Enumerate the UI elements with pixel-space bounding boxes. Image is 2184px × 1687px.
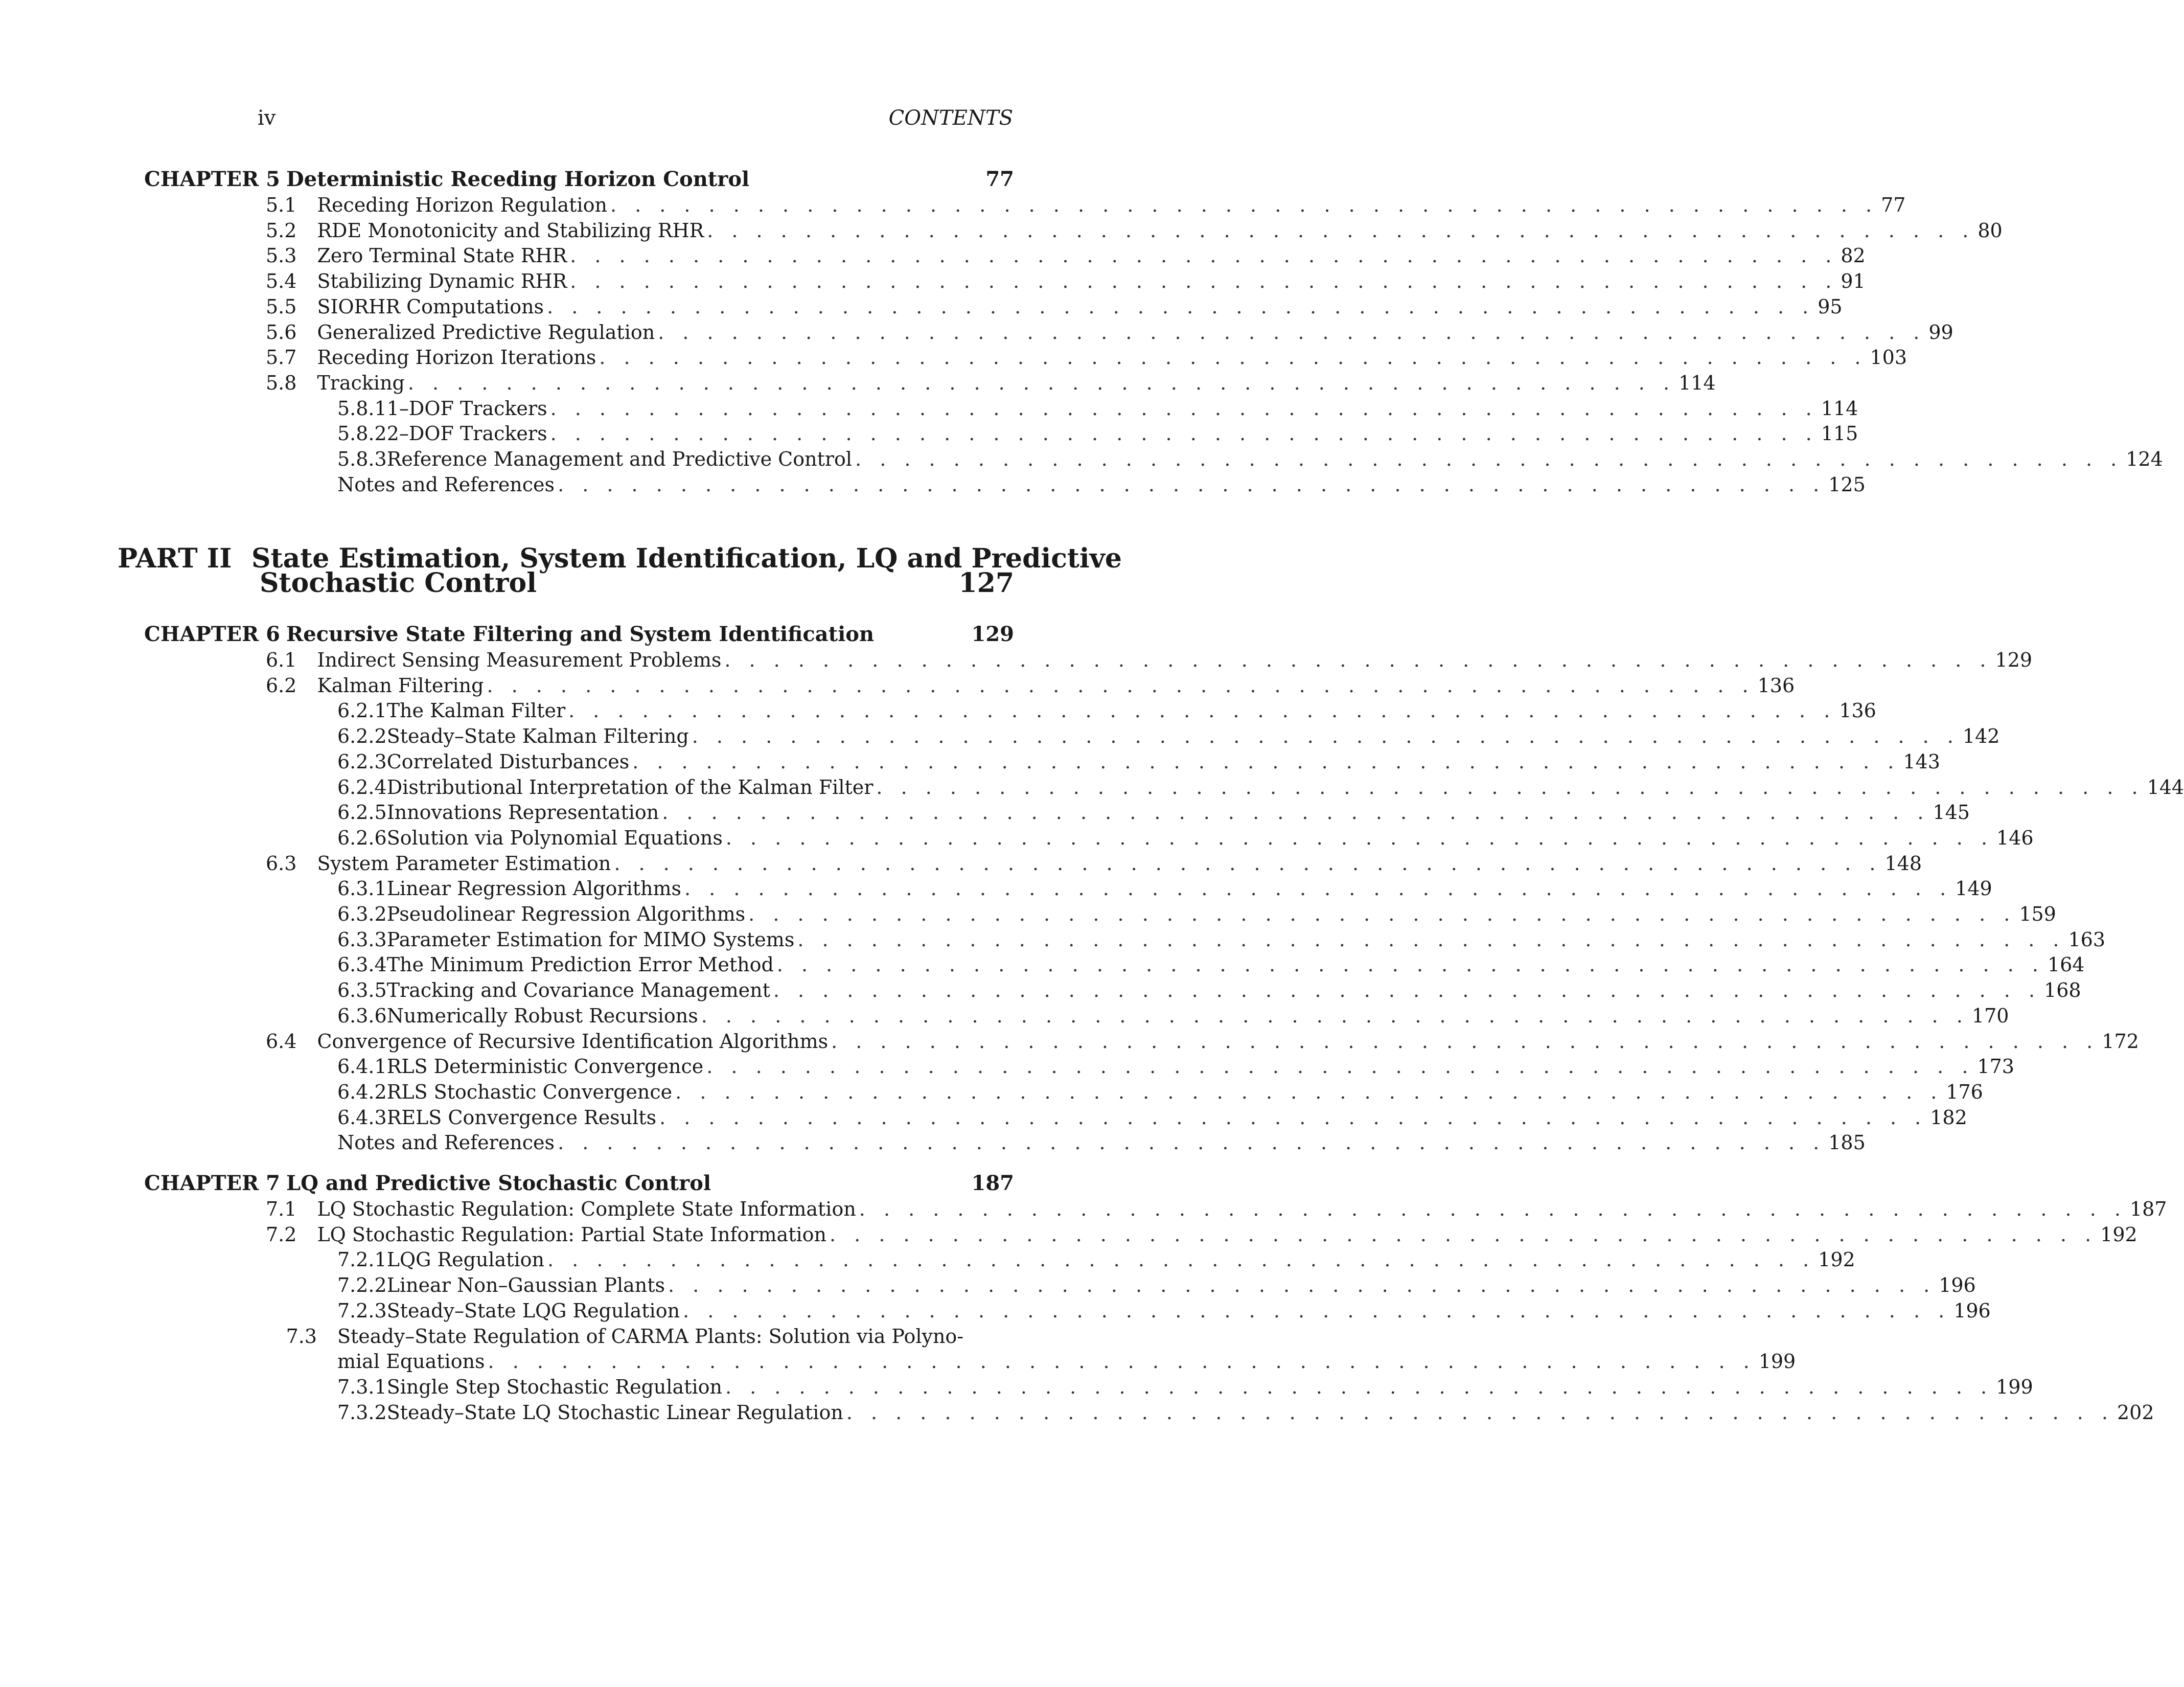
toc-section[interactable] — [266, 218, 2003, 243]
entry-number: 5.1 — [266, 194, 297, 216]
entry-title: Tracking and Covariance Management — [386, 979, 770, 1002]
dot-leader: . . . . . . . . . . . . . . . . . . . . . . . . . . . . . . . . . . . . . . . . . . . . . . . . . . . . — [488, 1350, 1756, 1373]
entry-title: Linear Non–Gaussian Plants — [386, 1274, 665, 1297]
entry-page: 149 — [1955, 877, 1992, 900]
entry-page: 176 — [1946, 1080, 1983, 1103]
entry-page: 202 — [2117, 1401, 2154, 1424]
chapter-page: 129 — [971, 622, 1014, 646]
dot-leader: . . . . . . . . . . . . . . . . . . . . . . . . . . . . . . . . . . . . . . . . . . . . . . . . . . . . — [725, 826, 1994, 849]
entry-title: RLS Stochastic Convergence — [386, 1080, 673, 1103]
entry-title: Receding Horizon Iterations — [317, 346, 596, 369]
chapter-heading[interactable] — [138, 167, 1014, 192]
toc-subsection[interactable] — [337, 698, 1876, 723]
toc-section[interactable] — [266, 345, 1907, 370]
dot-leader: . . . . . . . . . . . . . . . . . . . . . . . . . . . . . . . . . . . . . . . . . . . . . . . . . . . . — [797, 928, 2065, 951]
dot-leader: . . . . . . . . . . . . . . . . . . . . . . . . . . . . . . . . . . . . . . . . . . . . . . . . . . . . — [707, 219, 1975, 242]
entry-page: 192 — [2100, 1223, 2137, 1246]
toc-subsection[interactable] — [337, 446, 2163, 472]
toc-subsection[interactable] — [337, 1247, 1855, 1272]
entry-number: 6.2.6 — [337, 826, 387, 849]
dot-leader: . . . . . . . . . . . . . . . . . . . . . . . . . . . . . . . . . . . . . . . . . . . . . . . . . . . . — [610, 194, 1878, 216]
page-number: iv — [258, 106, 276, 130]
entry-page: 91 — [1841, 270, 1866, 293]
entry-page: 187 — [2129, 1198, 2167, 1220]
entry-page: 164 — [2047, 953, 2085, 976]
part-title-line2: Stochastic Control — [260, 567, 537, 599]
toc-section[interactable] — [266, 1029, 2139, 1054]
dot-leader: . . . . . . . . . . . . . . . . . . . . . . . . . . . . . . . . . . . . . . . . . . . . . . . . . . . . — [724, 649, 1992, 671]
dot-leader: . . . . . . . . . . . . . . . . . . . . . . . . . . . . . . . . . . . . . . . . . . . . . . . . . . . . — [683, 1299, 1951, 1322]
dot-leader: . . . . . . . . . . . . . . . . . . . . . . . . . . . . . . . . . . . . . . . . . . . . . . . . . . . . — [550, 422, 1818, 445]
toc-subsection[interactable] — [337, 749, 1940, 774]
chapter-title: LQ and Predictive Stochastic Control — [286, 1171, 711, 1195]
entry-title: Correlated Disturbances — [386, 750, 630, 773]
entry-title: Solution via Polynomial Equations — [386, 826, 723, 849]
entry-page: 125 — [1828, 473, 1866, 496]
entry-number: 5.4 — [266, 270, 297, 293]
toc-section[interactable] — [266, 370, 1716, 396]
chapter-label: CHAPTER 7 — [144, 1171, 280, 1195]
toc-subsection[interactable] — [337, 927, 2106, 952]
toc-subsection[interactable] — [337, 421, 1858, 446]
entry-number: 5.3 — [266, 244, 297, 267]
toc-subsection[interactable] — [337, 977, 2081, 1003]
dot-leader: . . . . . . . . . . . . . . . . . . . . . . . . . . . . . . . . . . . . . . . . . . . . . . . . . . . . — [776, 953, 2044, 976]
entry-title: Single Step Stochastic Regulation — [386, 1375, 722, 1398]
chapter-label: CHAPTER 5 — [144, 167, 280, 191]
dot-leader: . . . . . . . . . . . . . . . . . . . . . . . . . . . . . . . . . . . . . . . . . . . . . . . . . . . . — [558, 1131, 1826, 1154]
dot-leader: . . . . . . . . . . . . . . . . . . . . . . . . . . . . . . . . . . . . . . . . . . . . . . . . . . . . — [748, 903, 2016, 925]
entry-number: 5.8.2 — [337, 422, 387, 445]
chapter-title: Recursive State Filtering and System Identification — [286, 622, 875, 646]
entry-number: 6.3.3 — [337, 928, 387, 951]
dot-leader: . . . . . . . . . . . . . . . . . . . . . . . . . . . . . . . . . . . . . . . . . . . . . . . . . . . . — [547, 1248, 1815, 1271]
toc-subsection[interactable] — [337, 1400, 2154, 1425]
part-title-line1: State Estimation, System Identification, LQ and Predictive — [251, 543, 1122, 574]
dot-leader: . . . . . . . . . . . . . . . . . . . . . . . . . . . . . . . . . . . . . . . . . . . . . . . . . . . . — [684, 877, 1952, 900]
chapter-label: CHAPTER 6 — [144, 622, 280, 646]
dot-leader: . . . . . . . . . . . . . . . . . . . . . . . . . . . . . . . . . . . . . . . . . . . . . . . . . . . . — [487, 674, 1755, 697]
dot-leader: . . . . . . . . . . . . . . . . . . . . . . . . . . . . . . . . . . . . . . . . . . . . . . . . . . . . — [614, 852, 1882, 875]
entry-number: 6.4.1 — [337, 1055, 387, 1078]
toc-section[interactable] — [266, 673, 1795, 698]
entry-title: RDE Monotonicity and Stabilizing RHR — [317, 219, 704, 242]
entry-page: 142 — [1962, 725, 2000, 748]
dot-leader: . . . . . . . . . . . . . . . . . . . . . . . . . . . . . . . . . . . . . . . . . . . . . . . . . . . . — [550, 397, 1818, 420]
entry-number: 5.2 — [266, 219, 297, 242]
dot-leader: . . . . . . . . . . . . . . . . . . . . . . . . . . . . . . . . . . . . . . . . . . . . . . . . . . . . — [831, 1030, 2099, 1053]
entry-page: 172 — [2102, 1030, 2139, 1053]
dot-leader: . . . . . . . . . . . . . . . . . . . . . . . . . . . . . . . . . . . . . . . . . . . . . . . . . . . . — [706, 1055, 1974, 1078]
toc-subsection[interactable] — [337, 1272, 1976, 1298]
entry-title: Notes and References — [337, 1131, 555, 1154]
entry-title: Distributional Interpretation of the Kalman Filter — [386, 776, 873, 799]
entry-page: 182 — [1930, 1106, 1967, 1129]
entry-number: 6.2.3 — [337, 750, 387, 773]
part-label: PART II — [118, 543, 232, 574]
toc-section[interactable] — [266, 1196, 2167, 1222]
entry-title: mial Equations — [337, 1350, 485, 1373]
entry-number: 6.2 — [266, 674, 297, 697]
entry-number: 7.2.2 — [337, 1274, 387, 1297]
entry-page: 185 — [1828, 1131, 1866, 1154]
entry-page: 168 — [2044, 979, 2081, 1002]
entry-number: 7.3.1 — [337, 1375, 387, 1398]
chapter-title: Deterministic Receding Horizon Control — [286, 167, 750, 191]
entry-number: 5.6 — [266, 321, 297, 344]
entry-title: Parameter Estimation for MIMO Systems — [386, 928, 795, 951]
entry-page: 144 — [2147, 776, 2184, 799]
dot-leader: . . . . . . . . . . . . . . . . . . . . . . . . . . . . . . . . . . . . . . . . . . . . . . . . . . . . — [658, 321, 1926, 344]
entry-page: 146 — [1996, 826, 2034, 849]
toc-section[interactable] — [266, 1222, 2137, 1247]
entry-page: 124 — [2126, 448, 2163, 470]
entry-number: 5.7 — [266, 346, 297, 369]
entry-page: 77 — [1881, 194, 1906, 216]
entry-page: 145 — [1933, 801, 1970, 824]
toc-section[interactable] — [266, 851, 1922, 876]
entry-page: 199 — [1996, 1375, 2033, 1398]
dot-leader: . . . . . . . . . . . . . . . . . . . . . . . . . . . . . . . . . . . . . . . . . . . . . . . . . . . . — [855, 448, 2123, 470]
entry-number: 7.2.1 — [337, 1248, 387, 1271]
entry-title: Innovations Representation — [386, 801, 659, 824]
entry-title: Steady–State Kalman Filtering — [386, 725, 689, 748]
entry-title: Generalized Predictive Regulation — [317, 321, 655, 344]
running-title: CONTENTS — [888, 106, 1013, 130]
entry-number: 7.2.3 — [337, 1299, 387, 1322]
entry-number: 5.8 — [266, 371, 297, 394]
entry-number: 7.1 — [266, 1198, 297, 1220]
entry-number: 6.2.2 — [337, 725, 387, 748]
entry-title: Receding Horizon Regulation — [317, 194, 607, 216]
entry-number: 6.1 — [266, 649, 297, 671]
entry-page — [973, 1324, 1014, 1349]
entry-title: Linear Regression Algorithms — [386, 877, 682, 900]
toc-section[interactable] — [266, 294, 1843, 320]
toc-section[interactable] — [266, 320, 1953, 345]
entry-number: 6.3.6 — [337, 1004, 387, 1027]
chapter-page: 77 — [985, 167, 1014, 191]
entry-title: Notes and References — [337, 473, 555, 496]
dot-leader: . . . . . . . . . . . . . . . . . . . . . . . . . . . . . . . . . . . . . . . . . . . . . . . . . . . . — [668, 1274, 1936, 1297]
chapter-page: 187 — [971, 1171, 1014, 1195]
toc-subsection[interactable] — [337, 952, 2085, 977]
toc-subsection[interactable] — [337, 876, 1992, 901]
entry-number: 6.3.1 — [337, 877, 387, 900]
entry-number: 6.2.4 — [337, 776, 387, 799]
entry-page: 148 — [1884, 852, 1922, 875]
entry-page: 136 — [1839, 699, 1876, 722]
entry-number: 6.3.4 — [337, 953, 387, 976]
toc-subsection[interactable] — [337, 1054, 2014, 1079]
entry-page: 103 — [1870, 346, 1907, 369]
entry-title: SIORHR Computations — [317, 295, 544, 318]
entry-title: Pseudolinear Regression Algorithms — [386, 903, 746, 925]
dot-leader: . . . . . . . . . . . . . . . . . . . . . . . . . . . . . . . . . . . . . . . . . . . . . . . . . . . . — [859, 1198, 2127, 1220]
toc-section[interactable] — [266, 1324, 1014, 1349]
dot-leader: . . . . . . . . . . . . . . . . . . . . . . . . . . . . . . . . . . . . . . . . . . . . . . . . . . . . — [692, 725, 1960, 748]
toc-subsection[interactable] — [337, 901, 2056, 927]
entry-page: 192 — [1818, 1248, 1855, 1271]
entry-number: 7.3.2 — [337, 1401, 387, 1424]
dot-leader: . . . . . . . . . . . . . . . . . . . . . . . . . . . . . . . . . . . . . . . . . . . . . . . . . . . . — [570, 270, 1838, 293]
entry-page: 114 — [1821, 397, 1858, 420]
entry-title: 2–DOF Trackers — [386, 422, 547, 445]
entry-page: 114 — [1679, 371, 1716, 394]
entry-number: 7.2 — [266, 1223, 297, 1246]
entry-title: The Minimum Prediction Error Method — [386, 953, 774, 976]
toc-subsection[interactable] — [337, 1003, 2009, 1029]
toc-subsection[interactable] — [337, 1298, 1991, 1324]
dot-leader: . . . . . . . . . . . . . . . . . . . . . . . . . . . . . . . . . . . . . . . . . . . . . . . . . . . . — [662, 801, 1930, 824]
entry-title: The Kalman Filter — [386, 699, 566, 722]
dot-leader: . . . . . . . . . . . . . . . . . . . . . . . . . . . . . . . . . . . . . . . . . . . . . . . . . . . . — [846, 1401, 2114, 1424]
entry-page: 129 — [1995, 649, 2033, 671]
entry-number: 6.4.2 — [337, 1080, 387, 1103]
entry-page: 199 — [1758, 1350, 1796, 1373]
entry-page: 115 — [1821, 422, 1858, 445]
entry-number: 6.3.2 — [337, 903, 387, 925]
toc-subsection[interactable] — [337, 1079, 1983, 1105]
entry-number: 5.5 — [266, 295, 297, 318]
dot-leader: . . . . . . . . . . . . . . . . . . . . . . . . . . . . . . . . . . . . . . . . . . . . . . . . . . . . — [407, 371, 1676, 394]
entry-title: Convergence of Recursive Identification Algorithms — [317, 1030, 829, 1053]
entry-page: 173 — [1977, 1055, 2014, 1078]
entry-title: Steady–State LQ Stochastic Linear Regulation — [386, 1401, 843, 1424]
entry-page: 143 — [1903, 750, 1940, 773]
entry-title: Tracking — [317, 371, 405, 394]
entry-title: Zero Terminal State RHR — [317, 244, 567, 267]
toc-section[interactable] — [337, 1130, 1866, 1155]
toc-section[interactable] — [337, 1349, 1796, 1374]
entry-number: 6.3.5 — [337, 979, 387, 1002]
entry-title: RELS Convergence Results — [386, 1106, 657, 1129]
dot-leader: . . . . . . . . . . . . . . . . . . . . . . . . . . . . . . . . . . . . . . . . . . . . . . . . . . . . — [773, 979, 2041, 1002]
entry-page: 170 — [1971, 1004, 2009, 1027]
dot-leader: . . . . . . . . . . . . . . . . . . . . . . . . . . . . . . . . . . . . . . . . . . . . . . . . . . . . — [632, 750, 1900, 773]
dot-leader: . . . . . . . . . . . . . . . . . . . . . . . . . . . . . . . . . . . . . . . . . . . . . . . . . . . . — [725, 1375, 1993, 1398]
entry-page: 80 — [1978, 219, 2003, 242]
entry-title: RLS Deterministic Convergence — [386, 1055, 704, 1078]
entry-title: Reference Management and Predictive Control — [386, 448, 853, 470]
chapter-heading[interactable] — [138, 1171, 1014, 1196]
toc-section[interactable] — [337, 472, 1866, 497]
dot-leader: . . . . . . . . . . . . . . . . . . . . . . . . . . . . . . . . . . . . . . . . . . . . . . . . . . . . — [701, 1004, 1969, 1027]
entry-page: 196 — [1953, 1299, 1991, 1322]
toc-subsection[interactable] — [337, 800, 1970, 825]
dot-leader: . . . . . . . . . . . . . . . . . . . . . . . . . . . . . . . . . . . . . . . . . . . . . . . . . . . . — [830, 1223, 2098, 1246]
dot-leader: . . . . . . . . . . . . . . . . . . . . . . . . . . . . . . . . . . . . . . . . . . . . . . . . . . . . — [570, 244, 1838, 267]
entry-title: LQG Regulation — [386, 1248, 545, 1271]
entry-title: Indirect Sensing Measurement Problems — [317, 649, 722, 671]
entry-title: 1–DOF Trackers — [386, 397, 547, 420]
entry-title: Stabilizing Dynamic RHR — [317, 270, 567, 293]
entry-page: 82 — [1841, 244, 1866, 267]
entry-page: 95 — [1818, 295, 1843, 318]
dot-leader: . . . . . . . . . . . . . . . . . . . . . . . . . . . . . . . . . . . . . . . . . . . . . . . . . . . . — [547, 295, 1815, 318]
entry-page: 136 — [1757, 674, 1795, 697]
toc-subsection[interactable] — [337, 1105, 1967, 1130]
entry-title: Steady–State LQG Regulation — [386, 1299, 680, 1322]
entry-title: LQ Stochastic Regulation: Partial State Information — [317, 1223, 826, 1246]
toc-subsection[interactable] — [337, 774, 2184, 800]
entry-page: 163 — [2068, 928, 2106, 951]
entry-title: LQ Stochastic Regulation: Complete State Information — [317, 1198, 856, 1220]
entry-number: 6.2.1 — [337, 699, 387, 722]
dot-leader: . . . . . . . . . . . . . . . . . . . . . . . . . . . . . . . . . . . . . . . . . . . . . . . . . . . . — [558, 473, 1826, 496]
toc-subsection[interactable] — [337, 396, 1858, 421]
entry-number: 5.8.1 — [337, 397, 387, 420]
entry-page: 159 — [2019, 903, 2056, 925]
entry-number: 5.8.3 — [337, 448, 387, 470]
part-page: 127 — [958, 567, 1014, 599]
entry-number: 6.4 — [266, 1030, 297, 1053]
chapter-heading[interactable] — [138, 622, 1014, 647]
toc-subsection[interactable] — [337, 723, 2000, 749]
dot-leader: . . . . . . . . . . . . . . . . . . . . . . . . . . . . . . . . . . . . . . . . . . . . . . . . . . . . — [659, 1106, 1927, 1129]
entry-page: 99 — [1928, 321, 1953, 344]
entry-page: 196 — [1939, 1274, 1976, 1297]
toc-subsection[interactable] — [337, 1374, 2033, 1400]
entry-title: Numerically Robust Recursions — [386, 1004, 698, 1027]
toc-section[interactable] — [266, 647, 2033, 673]
entry-number: 6.2.5 — [337, 801, 387, 824]
toc-subsection[interactable] — [337, 825, 2034, 851]
dot-leader: . . . . . . . . . . . . . . . . . . . . . . . . . . . . . . . . . . . . . . . . . . . . . . . . . . . . — [675, 1080, 1943, 1103]
entry-title: Kalman Filtering — [317, 674, 484, 697]
dot-leader: . . . . . . . . . . . . . . . . . . . . . . . . . . . . . . . . . . . . . . . . . . . . . . . . . . . . — [568, 699, 1836, 722]
entry-title: Steady–State Regulation of CARMA Plants: Solution via Polyno- — [337, 1325, 964, 1348]
toc-section[interactable] — [266, 268, 1866, 294]
entry-title: System Parameter Estimation — [317, 852, 611, 875]
entry-number: 7.3 — [286, 1325, 317, 1348]
dot-leader: . . . . . . . . . . . . . . . . . . . . . . . . . . . . . . . . . . . . . . . . . . . . . . . . . . . . — [876, 776, 2144, 799]
entry-number: 6.4.3 — [337, 1106, 387, 1129]
dot-leader — [963, 1324, 973, 1349]
dot-leader: . . . . . . . . . . . . . . . . . . . . . . . . . . . . . . . . . . . . . . . . . . . . . . . . . . . . — [599, 346, 1867, 369]
toc-section[interactable] — [266, 243, 1866, 268]
toc-section[interactable] — [266, 192, 1906, 218]
entry-number: 6.3 — [266, 852, 297, 875]
